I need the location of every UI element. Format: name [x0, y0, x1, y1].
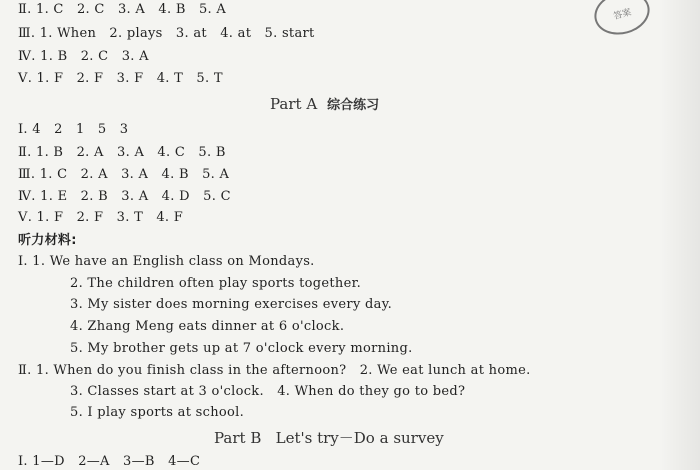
listening-line: 5. My brother gets up at 7 o'clock every morning.: [70, 341, 413, 356]
answer-line: Ⅴ. 1. F 2. F 3. T 4. F: [18, 210, 184, 225]
listening-line: 5. I play sports at school.: [70, 405, 245, 420]
page-edge-shadow: [660, 0, 700, 470]
answer-line: Ⅱ. 1. C 2. C 3. A 4. B 5. A: [18, 2, 227, 17]
answer-line: Ⅳ. 1. B 2. C 3. A: [18, 49, 149, 64]
listening-line: 3. Classes start at 3 o'clock. 4. When do they go to bed?: [70, 384, 466, 399]
answer-line: Ⅴ. 1. F 2. F 3. F 4. T 5. T: [18, 71, 223, 86]
listening-heading: 听力材料:: [18, 233, 77, 248]
answer-line: Ⅳ. 1. E 2. B 3. A 4. D 5. C: [18, 189, 231, 204]
answer-line: Ⅱ. 1. B 2. A 3. A 4. C 5. B: [18, 145, 226, 160]
answer-line: Ⅰ. 4 2 1 5 3: [18, 122, 129, 137]
listening-line: 4. Zhang Meng eats dinner at 6 o'clock.: [70, 319, 345, 334]
answer-line: Ⅰ. 1—D 2—A 3—B 4—C: [18, 454, 201, 469]
listening-line: 3. My sister does morning exercises every day.: [70, 297, 393, 312]
part-a-heading: Part A 综合练习: [270, 95, 380, 113]
listening-line: 2. The children often play sports together.: [70, 276, 362, 291]
answer-line: Ⅲ. 1. C 2. A 3. A 4. B 5. A: [18, 167, 230, 182]
listening-line: Ⅰ. 1. We have an English class on Mondays.: [18, 254, 315, 269]
listening-line: Ⅱ. 1. When do you finish class in the afternoon? 2. We eat lunch at home.: [18, 363, 531, 378]
part-b-heading: Part B Let's try－Do a survey: [214, 429, 444, 447]
answer-line: Ⅲ. 1. When 2. plays 3. at 4. at 5. start: [18, 26, 315, 41]
corner-stamp: 答案: [590, 0, 655, 41]
